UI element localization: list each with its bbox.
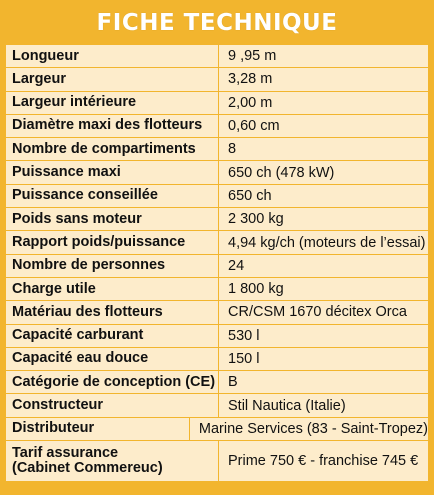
row-value: 8 [228, 141, 237, 158]
row-value: 150 l [228, 351, 260, 367]
row-label: Puissance maxi [6, 161, 219, 183]
row-value: 0,60 cm [228, 118, 280, 135]
row-value: 650 ch (478 kW) [228, 164, 335, 181]
table-row [6, 301, 428, 324]
spec-table [6, 45, 428, 481]
row-label: Longueur [6, 45, 219, 67]
table-row [6, 161, 428, 184]
row-label: Charge utile [6, 278, 219, 300]
row-value: 1 800 kg [228, 281, 284, 298]
table-row [6, 371, 428, 394]
row-value: Stil Nautica (Italie) [228, 397, 346, 414]
row-label: Capacité carburant [6, 325, 219, 347]
row-value: 24 [228, 257, 245, 274]
row-label: Matériau des flotteurs [6, 301, 219, 323]
table-row [6, 418, 428, 441]
table-row [6, 441, 428, 481]
table-row [6, 325, 428, 348]
row-value: Marine Services (83 - Saint-Tropez) [198, 420, 428, 437]
table-row [6, 185, 428, 208]
table-row [6, 255, 428, 278]
row-label: Tarif assurance (Cabinet Commereuc) [6, 441, 219, 481]
row-label: Largeur [6, 68, 219, 90]
table-row [6, 68, 428, 91]
table-row [6, 45, 428, 68]
row-label: Rapport poids/puissance [6, 231, 219, 253]
row-value: 2,00 m [228, 94, 273, 111]
row-label: Puissance conseillée [6, 185, 219, 207]
table-row [6, 208, 428, 231]
row-value: 4,94 kg/ch (moteurs de l’essai) [228, 234, 426, 251]
row-label: Catégorie de conception (CE) [6, 371, 219, 393]
table-row [6, 115, 428, 138]
row-value: CR/CSM 1670 décitex Orca [228, 304, 407, 321]
row-label: Diamètre maxi des flotteurs [6, 115, 219, 137]
row-value: 9 ,95 m [228, 48, 277, 65]
row-label: Distributeur [6, 418, 190, 440]
table-row [6, 394, 428, 417]
row-label: Capacité eau douce [6, 348, 219, 370]
row-value: B [228, 374, 238, 391]
table-row [6, 348, 428, 371]
table-row [6, 231, 428, 254]
table-row [6, 278, 428, 301]
row-label: Poids sans moteur [6, 208, 219, 230]
row-label: Constructeur [6, 394, 219, 416]
sheet-title: FICHE TECHNIQUE [3, 3, 431, 42]
table-row [6, 92, 428, 115]
row-value: 650 ch [228, 187, 272, 204]
row-value: Prime 750 € - franchise 745 € [228, 453, 419, 470]
row-label: Largeur intérieure [6, 92, 219, 114]
table-row [6, 138, 428, 161]
row-label: Nombre de personnes [6, 255, 219, 277]
row-value: 530 l [228, 327, 260, 344]
row-value: 2 300 kg [228, 211, 284, 228]
row-label: Nombre de compartiments [6, 138, 219, 160]
row-value: 3,28 m [228, 71, 273, 88]
